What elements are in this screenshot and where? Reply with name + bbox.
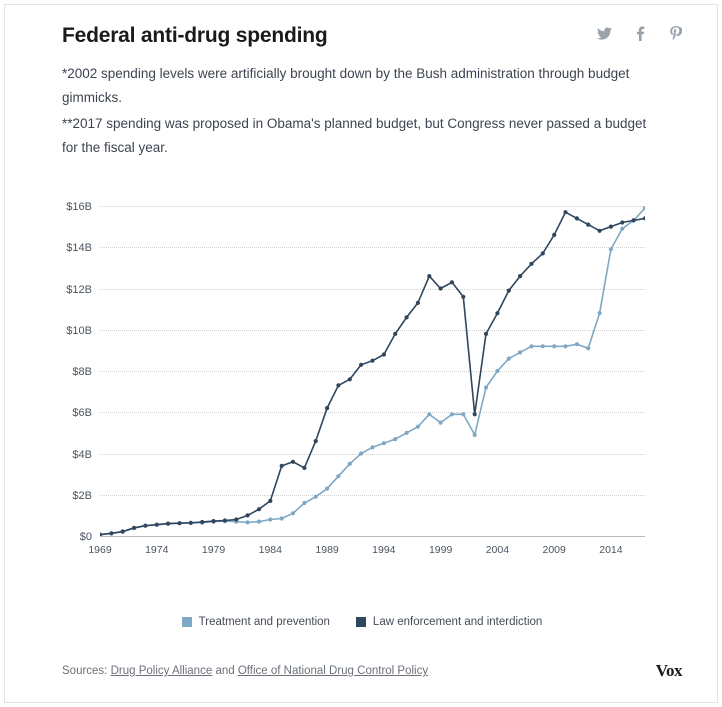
series-point [177,521,181,525]
y-axis-tick-label: $16B [66,201,92,213]
series-point [427,412,431,416]
series-point [325,487,329,491]
series-point [552,233,556,237]
series-point [541,344,545,348]
series-point [439,421,443,425]
series-point [427,274,431,278]
x-axis [62,544,623,570]
series-point [257,507,261,511]
series-point [552,344,556,348]
series-point [620,227,624,231]
series-point [348,377,352,381]
series-point [257,520,261,524]
chart-notes [62,62,650,160]
series-point [495,311,499,315]
series-point [609,225,613,229]
series-point [109,531,113,535]
series-point [529,262,533,266]
series-point [370,445,374,449]
series-point [541,251,545,255]
series-point [450,412,454,416]
series-point [598,311,602,315]
series-point [314,439,318,443]
series-point [382,441,386,445]
series-point [416,425,420,429]
series-point [495,369,499,373]
series-point [211,519,215,523]
legend-swatch-enforcement [356,617,366,627]
legend-item-treatment [182,616,330,628]
y-axis-tick-label: $4B [72,448,92,461]
facebook-icon[interactable] [636,26,645,43]
legend-label-treatment: Treatment and prevention [198,616,330,628]
plot-area [66,201,645,543]
legend-swatch-treatment [182,617,192,627]
y-axis-tick-label: $14B [66,242,92,255]
series-point [632,218,636,222]
social-share-group[interactable] [597,26,682,43]
x-axis-tick-label: 1969 [88,544,112,556]
series-point [143,524,147,528]
series-point [393,437,397,441]
x-axis-tick-label: 1999 [428,544,453,556]
series-point [189,521,193,525]
x-axis-tick-label: 2004 [485,544,510,556]
series-point [121,529,125,533]
series-point [586,223,590,227]
series-point [598,229,602,233]
series-point [643,216,645,220]
series-point [223,518,227,522]
series-point [473,412,477,416]
series-line [100,212,645,534]
series-point [461,412,465,416]
series-point [382,352,386,356]
series-point [370,359,374,363]
series-point [450,280,454,284]
page-title: Federal anti-drug spending [62,24,328,47]
series-point [291,460,295,464]
series-point [563,210,567,214]
series-point [405,431,409,435]
series-point [268,499,272,503]
series-point [461,295,465,299]
series-point [507,289,511,293]
x-axis-tick-label: 2009 [542,544,566,556]
series-point [280,516,284,520]
chart-container [62,196,662,628]
chart-legend [62,616,662,628]
chart-series-group [100,206,645,536]
series-point [575,216,579,220]
series-point [280,464,284,468]
y-axis-tick-label: $8B [72,366,92,378]
y-axis-tick-label: $10B [66,324,92,337]
series-point [529,344,533,348]
series-point [473,433,477,437]
series-point [291,511,295,515]
y-axis-tick-label: $2B [72,489,92,502]
chart-note-1: *2002 spending levels were artificially brought down by the Bush administration through budget gimmicks. [62,66,630,105]
x-axis-tick-label: 1979 [201,544,226,556]
series-point [155,523,159,527]
series-point [325,406,329,410]
series-point [484,385,488,389]
series-point [336,474,340,478]
twitter-icon[interactable] [597,27,612,42]
series-point [200,520,204,524]
vox-logo: Vox [655,661,682,680]
y-axis-tick-label: $12B [66,283,92,296]
series-point [484,332,488,336]
series-point [359,451,363,455]
series-point [416,301,420,305]
series-point [609,247,613,251]
x-axis-tick-label: 1974 [145,544,169,556]
series-point [586,346,590,350]
y-axis-tick-label: $6B [72,407,92,420]
chart-note-2: **2017 spending was proposed in Obama's planned budget, but Congress never passed a budget for the fiscal year. [62,116,647,155]
series-point [518,350,522,354]
legend-label-enforcement: Law enforcement and interdiction [372,616,543,628]
series-point [507,357,511,361]
series-point [268,517,272,521]
series-point [620,220,624,224]
gridline [79,531,645,543]
series-point [518,274,522,278]
series-point [100,533,102,537]
series-point [393,332,397,336]
series-point [234,517,238,521]
legend-item-enforcement [356,616,542,628]
series-point [359,363,363,367]
x-axis-tick-label: 1984 [258,544,282,556]
series-point [246,513,250,517]
series-point [563,344,567,348]
series-point [405,315,409,319]
series-point [348,462,352,466]
source-link-ondcp[interactable]: Office of National Drug Control Policy [237,665,429,677]
y-axis-tick-label: $0 [79,531,92,543]
series-line [100,208,645,535]
pinterest-icon[interactable] [669,26,682,43]
sources-conjunction: and [215,665,235,677]
series-point [575,342,579,346]
series-point [302,466,306,470]
series-point [132,526,136,530]
x-axis-tick-label: 1994 [372,544,396,556]
series-point [166,522,170,526]
series-point [439,286,443,290]
series-point [314,495,318,499]
x-axis-tick-label: 1989 [315,544,339,556]
sources-line [62,665,428,677]
series-point [336,383,340,387]
sources-label: Sources: [62,665,108,677]
series-point [302,501,306,505]
x-axis-tick-label: 2014 [599,544,623,556]
series-point [246,520,250,524]
source-link-drug-policy-alliance[interactable]: Drug Policy Alliance [110,665,213,677]
